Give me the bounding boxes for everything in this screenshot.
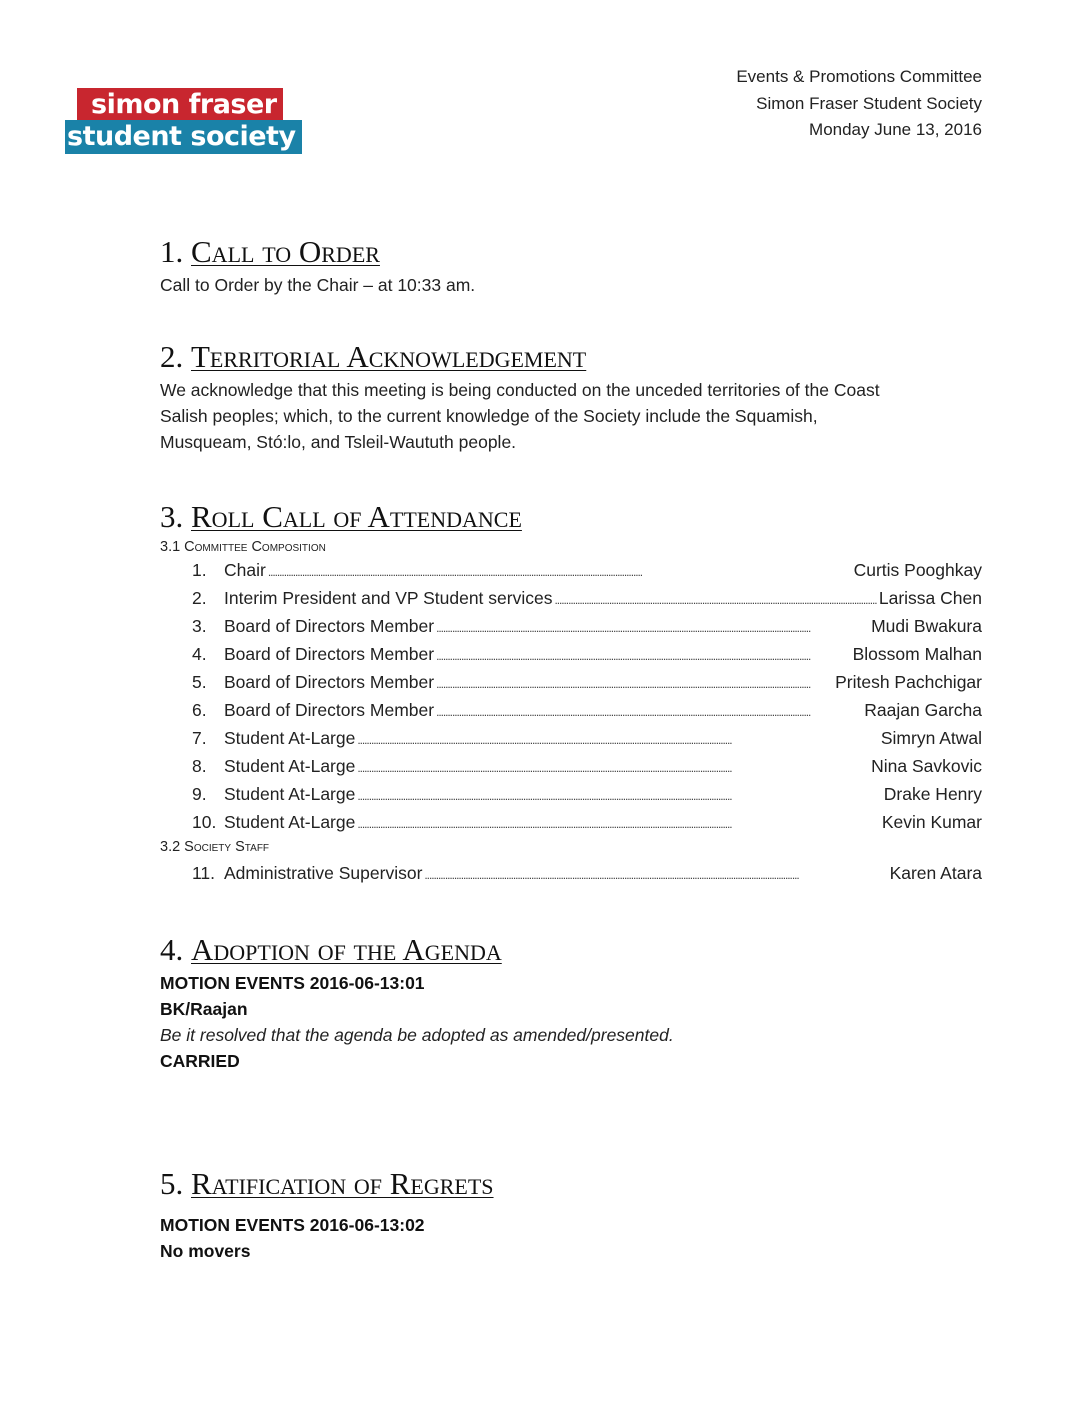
- member-role: Student At-Large: [224, 728, 356, 748]
- motion-number: MOTION EVENTS 2016-06-13:01: [160, 973, 425, 993]
- staff-member-list: [160, 860, 982, 888]
- member-role: Student At-Large: [224, 784, 356, 804]
- committee-name: Events & Promotions Committee: [736, 67, 982, 86]
- attendance-row: [160, 781, 982, 809]
- attendance-row: [160, 557, 982, 585]
- attendance-row: [160, 669, 982, 697]
- dot-leader: [357, 725, 879, 753]
- member-name: Blossom Malhan: [852, 644, 982, 664]
- section-5-heading: 5. Ratification of Regrets: [160, 1166, 494, 1201]
- dot-leader: [357, 753, 869, 781]
- dot-leader: [424, 860, 887, 888]
- row-number: 11.: [192, 863, 216, 883]
- section-4-heading: 4. Adoption of the Agenda: [160, 932, 502, 967]
- committee-member-list: [160, 557, 982, 837]
- member-role: Student At-Large: [224, 812, 356, 832]
- member-name: Kevin Kumar: [881, 812, 982, 832]
- organization-name: Simon Fraser Student Society: [756, 93, 982, 113]
- row-number: 6.: [192, 700, 207, 720]
- member-role: Interim President and VP Student services: [224, 588, 553, 608]
- attendance-row: [160, 613, 982, 641]
- minutes-body: [160, 232, 982, 1264]
- attendance-row: [160, 585, 982, 613]
- society-staff-subheading: 3.2 Society Staff: [160, 839, 270, 855]
- member-role: Chair: [224, 560, 266, 580]
- member-name: Larissa Chen: [878, 588, 982, 608]
- member-name: Karen Atara: [889, 863, 982, 883]
- motion-number-2: MOTION EVENTS 2016-06-13:02: [160, 1215, 425, 1235]
- attendance-row: [160, 860, 982, 888]
- row-number: 7.: [192, 728, 207, 748]
- member-role: Student At-Large: [224, 756, 356, 776]
- motion-movers-2: No movers: [160, 1241, 251, 1261]
- member-role: Board of Directors Member: [224, 616, 435, 636]
- row-number: 5.: [192, 672, 207, 692]
- section-3-heading: 3. Roll Call of Attendance: [160, 499, 522, 534]
- call-to-order-text: Call to Order by the Chair – at 10:33 am.: [160, 275, 476, 295]
- member-name: Mudi Bwakura: [871, 616, 982, 636]
- row-number: 9.: [192, 784, 207, 804]
- section-2-heading: 2. Territorial Acknowledgement: [160, 339, 587, 374]
- committee-composition-subheading: 3.1 Committee Composition: [160, 539, 326, 555]
- section-1-heading: 1. Call to Order: [160, 234, 380, 269]
- member-name: Pritesh Pachchigar: [835, 672, 982, 692]
- document-header: [736, 64, 982, 144]
- member-name: Simryn Atwal: [880, 728, 982, 748]
- dot-leader: [436, 669, 833, 697]
- member-name: Drake Henry: [883, 784, 982, 804]
- motion-result: CARRIED: [160, 1051, 240, 1071]
- member-name: Raajan Garcha: [864, 700, 982, 720]
- acknowledgement-line-2: Salish peoples; which, to the current knowledge of the Society include the Squamish,: [160, 406, 818, 426]
- meeting-date: Monday June 13, 2016: [809, 120, 982, 139]
- member-name: Nina Savkovic: [871, 756, 982, 776]
- member-role: Administrative Supervisor: [224, 863, 423, 883]
- member-name: Curtis Pooghkay: [853, 560, 982, 580]
- logo-line-1: simon fraser: [77, 88, 283, 122]
- member-role: Board of Directors Member: [224, 700, 435, 720]
- dot-leader: [436, 697, 862, 725]
- attendance-row: [160, 809, 982, 837]
- attendance-row: [160, 753, 982, 781]
- row-number: 8.: [192, 756, 207, 776]
- attendance-row: [160, 725, 982, 753]
- dot-leader: [357, 809, 879, 837]
- row-number: 1.: [192, 560, 207, 580]
- acknowledgement-line-1: We acknowledge that this meeting is being conducted on the unceded territories of the Coast: [160, 380, 880, 400]
- row-number: 3.: [192, 616, 207, 636]
- row-number: 2.: [192, 588, 207, 608]
- dot-leader: [436, 613, 869, 641]
- motion-resolution: Be it resolved that the agenda be adopted as amended/presented.: [160, 1025, 674, 1045]
- dot-leader: [357, 781, 881, 809]
- acknowledgement-line-3: Musqueam, Stó:lo, and Tsleil-Waututh people.: [160, 432, 517, 452]
- attendance-row: [160, 697, 982, 725]
- row-number: 10.: [192, 812, 217, 832]
- member-role: Board of Directors Member: [224, 644, 435, 664]
- attendance-row: [160, 641, 982, 669]
- logo-line-2: student society: [65, 120, 302, 154]
- member-role: Board of Directors Member: [224, 672, 435, 692]
- dot-leader: [268, 557, 852, 585]
- sfss-logo: [65, 88, 302, 154]
- dot-leader: [554, 585, 876, 613]
- dot-leader: [436, 641, 851, 669]
- motion-movers: BK/Raajan: [160, 999, 248, 1019]
- row-number: 4.: [192, 644, 207, 664]
